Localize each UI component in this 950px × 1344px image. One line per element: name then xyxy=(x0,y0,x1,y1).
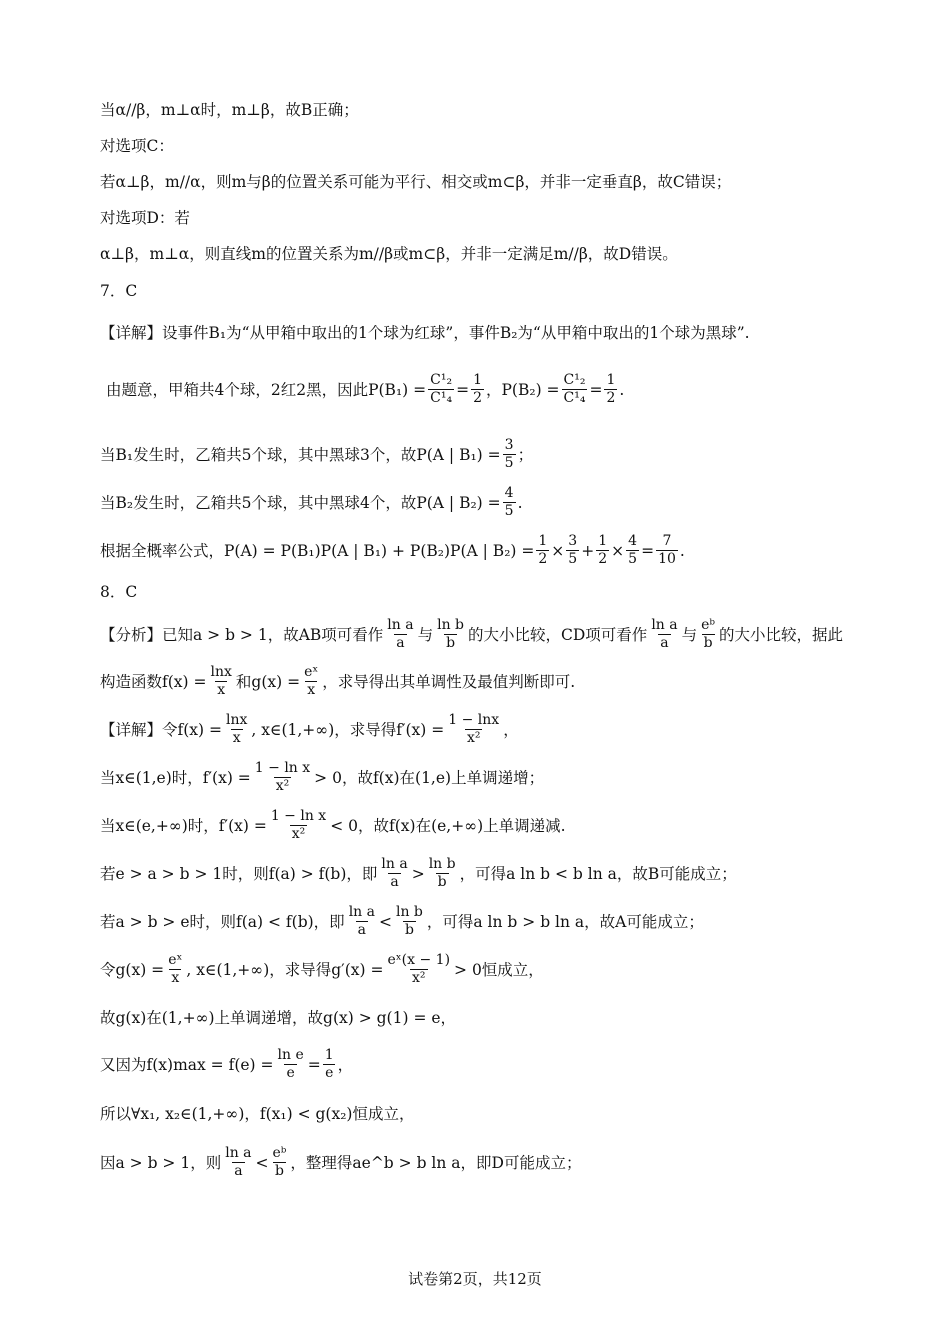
fraction xyxy=(323,1047,336,1082)
numerator: ln e xyxy=(277,1047,304,1063)
text: 若a > b > e时，则f(a) < f(b)，即 xyxy=(100,912,345,931)
fraction xyxy=(385,617,415,652)
numerator: ln b xyxy=(395,904,423,920)
fraction xyxy=(209,664,234,699)
text: 故g(x)在(1,+∞)上单调递增，故g(x) > g(1) = e， xyxy=(100,1009,457,1027)
numerator: 1 − lnx xyxy=(448,712,500,728)
denominator: b xyxy=(437,874,447,890)
denominator: e xyxy=(325,1065,334,1081)
fraction xyxy=(503,485,516,520)
text-line xyxy=(100,242,678,266)
denominator: x² xyxy=(275,778,290,794)
text: ，整理得ae^b > b ln a，即D可能成立； xyxy=(290,1153,582,1172)
text-line xyxy=(100,617,843,652)
text-line: 当B₁发生时，乙箱共5个球，其中黑球3个，故P(A | B₁) = $\frac{3}{5}$ ； xyxy=(100,437,534,471)
text: > 0，故f(x)在(1,e)上单调递增； xyxy=(314,768,545,787)
text: 的大小比较，CD项可看作 xyxy=(468,625,648,644)
fraction xyxy=(271,1145,289,1180)
text-line: 因a > b > 1，则 $\frac{\text{ln a}}{a}$ < $\frac{\text{eᵇ}}{b}$ ，整理得ae^b > b ln a，即D可能成立； xyxy=(100,1145,582,1179)
text: 令g(x) = xyxy=(100,960,165,979)
numerator: eˣ xyxy=(168,952,183,968)
fraction xyxy=(536,533,549,568)
denominator: e xyxy=(286,1065,295,1081)
text: , x∈(1,+∞)，求导得f′(x) = xyxy=(251,720,445,739)
fraction xyxy=(604,372,617,407)
denominator: x² xyxy=(411,970,426,986)
fraction xyxy=(471,372,484,407)
text: ，P(B₂) = xyxy=(486,380,560,399)
text-line xyxy=(100,134,174,158)
text-line: 【详解】令f(x) = $\frac{\ln x}{x}$ , x∈(1,+∞)，求导得f′(x) = $\frac{1 - \ln x}{\text{x²}}$ ， xyxy=(100,712,519,746)
page-footer: 试卷第2页，共12页 xyxy=(408,1270,542,1288)
denominator: 10 xyxy=(658,551,676,567)
numerator: 3 xyxy=(504,437,514,453)
numerator: 1 − ln x xyxy=(270,808,327,824)
text: , x∈(1,+∞)，求导得g′(x) = xyxy=(186,960,384,979)
fraction xyxy=(596,533,609,568)
text: 的大小比较，据此 xyxy=(719,625,844,644)
fraction xyxy=(656,533,678,568)
denominator: C¹₄ xyxy=(430,390,453,406)
denominator: 5 xyxy=(568,551,578,567)
fraction xyxy=(224,712,249,747)
text: 对选项C： xyxy=(100,137,174,155)
denominator: a xyxy=(357,922,367,938)
text: 构造函数f(x) = xyxy=(100,672,207,691)
text: 对选项D：若 xyxy=(100,209,190,227)
text: 又因为f(x)max = f(e) = xyxy=(100,1055,274,1074)
denominator: a xyxy=(390,874,399,890)
denominator: x xyxy=(307,682,316,698)
text: > 0恒成立， xyxy=(454,960,544,979)
fraction xyxy=(394,904,425,939)
denominator: 2 xyxy=(473,390,482,406)
text-line xyxy=(100,1006,456,1030)
text: ，可得a ln b > b ln a，故A可能成立； xyxy=(426,912,704,931)
text: 当x∈(e,+∞)时，f′(x) = xyxy=(100,816,267,835)
denominator: a xyxy=(396,635,405,651)
text: 因a > b > 1，则 xyxy=(100,1153,222,1172)
text: ， xyxy=(337,1055,354,1074)
numerator: 7 xyxy=(662,533,672,549)
text: < 0，故f(x)在(e,+∞)上单调递减. xyxy=(330,816,566,835)
text-line: 由题意，甲箱共4个球，2红2黑，因此P(B₁) = $\frac{\text{C¹₂}}{\text{C¹₄}}$ = $\frac{1}{2}$ ，P(B₂) = $\frac{\text{C¹₂}}{\text{C¹₄}}$ = $\frac{1}{2}$ . xyxy=(106,372,625,406)
numerator: 3 xyxy=(568,533,578,549)
fraction xyxy=(626,533,639,568)
numerator: 1 − ln x xyxy=(254,760,311,776)
fraction xyxy=(562,372,588,407)
text: 根据全概率公式，P(A) = P(B₁)P(A | B₁) + P(B₂)P(A | B₂) = xyxy=(100,541,535,560)
denominator: b xyxy=(446,635,456,651)
text-line: 若a > b > e时，则f(a) < f(b)，即 $\frac{\text{ln a}}{a}$ < $\frac{\text{ln b}}{b}$ ，可得a ln b > b ln a，故A可能成立； xyxy=(100,904,704,938)
fraction xyxy=(428,372,454,407)
denominator: 2 xyxy=(598,551,608,567)
denominator: x² xyxy=(466,730,481,746)
fraction xyxy=(566,533,579,568)
numerator: eᵇ xyxy=(272,1145,287,1161)
text-line xyxy=(100,98,359,122)
numerator: ln a xyxy=(651,617,678,633)
numerator: 1 xyxy=(606,372,616,388)
numerator: eˣ(x − 1) xyxy=(387,952,451,968)
fraction xyxy=(276,1047,306,1082)
numerator: 4 xyxy=(504,485,514,501)
question-number xyxy=(100,279,137,303)
text-line xyxy=(100,170,731,194)
numerator: 4 xyxy=(628,533,638,549)
text-line xyxy=(100,206,190,230)
fraction xyxy=(166,952,184,987)
text: α⊥β，m⊥α，则直线m的位置关系为m//β或m⊂β，并非一定满足m//β，故D错误。 xyxy=(100,245,678,263)
text-line xyxy=(100,760,544,795)
text: 8．C xyxy=(100,583,138,601)
fraction xyxy=(379,856,409,891)
text: 和g(x) = xyxy=(235,672,301,691)
denominator: x xyxy=(217,682,226,698)
text-line: 又因为f(x)max = f(e) = $\frac{\text{ln e}}{e}$ = $\frac{1}{e}$ ， xyxy=(100,1047,354,1081)
fraction xyxy=(223,1145,253,1180)
text: 【详解】设事件B₁为“从甲箱中取出的1个球为红球”，事件B₂为“从甲箱中取出的1个球为黑球”. xyxy=(100,324,750,342)
text-line: 根据全概率公式，P(A) = P(B₁)P(A | B₁) + P(B₂)P(A | B₂) = $\frac{1}{2}$ × $\frac{3}{5}$ + $\frac{1}{2}$ × $\frac{4}{5}$ = $\frac{7}{10}$ . xyxy=(100,533,685,567)
fraction xyxy=(446,712,501,747)
denominator: 5 xyxy=(504,455,514,471)
fraction xyxy=(649,617,679,652)
numerator: 1 xyxy=(538,533,548,549)
fraction xyxy=(302,664,320,699)
text: 由题意，甲箱共4个球，2红2黑，因此P(B₁) = xyxy=(106,380,427,399)
numerator: C¹₂ xyxy=(563,372,586,388)
numerator: ln a xyxy=(381,856,408,872)
text: 与 xyxy=(681,625,698,644)
denominator: 5 xyxy=(628,551,638,567)
text: 当B₂发生时，乙箱共5个球，其中黑球4个，故P(A | B₂) = xyxy=(100,493,501,512)
numerator: 1 xyxy=(473,372,482,388)
denominator: x² xyxy=(291,826,306,842)
text: ，求导得出其单调性及最值判断即可. xyxy=(322,672,576,691)
numerator: ln a xyxy=(348,904,375,920)
denominator: a xyxy=(660,635,669,651)
text: 若α⊥β，m//α，则m与β的位置关系可能为平行、相交或m⊂β，并非一定垂直β，故C错误； xyxy=(100,173,732,191)
fraction xyxy=(435,617,466,652)
text: ，可得a ln b < b ln a，故B可能成立； xyxy=(459,864,737,883)
fraction xyxy=(699,617,717,652)
numerator: lnx xyxy=(210,664,232,680)
text: 与 xyxy=(417,625,434,644)
numerator: ln b xyxy=(428,856,456,872)
text: 当x∈(1,e)时，f′(x) = xyxy=(100,768,251,787)
denominator: b xyxy=(703,635,713,651)
numerator: 1 xyxy=(324,1047,334,1063)
numerator: lnx xyxy=(226,712,248,728)
fraction xyxy=(427,856,458,891)
text: 若e > a > b > 1时，则f(a) > f(b)，即 xyxy=(100,864,378,883)
fraction xyxy=(269,808,328,843)
text-line: 当B₂发生时，乙箱共5个球，其中黑球4个，故P(A | B₂) = $\frac{4}{5}$ . xyxy=(100,485,523,519)
fraction xyxy=(347,904,377,939)
text-line xyxy=(100,321,750,345)
denominator: x xyxy=(171,970,180,986)
text-line xyxy=(100,952,544,987)
numerator: 1 xyxy=(598,533,608,549)
denominator: b xyxy=(404,922,414,938)
denominator: 5 xyxy=(504,503,514,519)
fraction xyxy=(503,437,516,472)
numerator: ln a xyxy=(387,617,414,633)
text-line: 若e > a > b > 1时，则f(a) > f(b)，即 $\frac{\text{ln a}}{a}$ > $\frac{\text{ln b}}{b}$ ，可得a ln b < b ln a，故B可能成立； xyxy=(100,856,737,890)
numerator: eˣ xyxy=(304,664,319,680)
denominator: 2 xyxy=(606,390,616,406)
fraction xyxy=(253,760,312,795)
text: 【分析】已知a > b > 1，故AB项可看作 xyxy=(100,625,384,644)
text: 当B₁发生时，乙箱共5个球，其中黑球3个，故P(A | B₁) = xyxy=(100,445,501,464)
denominator: a xyxy=(234,1163,243,1179)
text-line xyxy=(100,808,566,843)
question-number xyxy=(100,580,137,604)
fraction xyxy=(385,952,452,987)
numerator: ln b xyxy=(437,617,465,633)
text-line xyxy=(100,1102,414,1126)
denominator: x xyxy=(232,730,241,746)
numerator: eᵇ xyxy=(701,617,716,633)
text: 【详解】令f(x) = xyxy=(100,720,222,739)
text: 当α//β，m⊥α时，m⊥β，故B正确； xyxy=(100,101,359,119)
text: 7．C xyxy=(100,282,138,300)
denominator: 2 xyxy=(538,551,548,567)
denominator: b xyxy=(274,1163,284,1179)
text-line xyxy=(100,664,575,699)
denominator: C¹₄ xyxy=(563,390,586,406)
numerator: ln a xyxy=(225,1145,252,1161)
numerator: C¹₂ xyxy=(430,372,453,388)
text: 所以∀x₁, x₂∈(1,+∞)，f(x₁) < g(x₂)恒成立， xyxy=(100,1105,415,1123)
